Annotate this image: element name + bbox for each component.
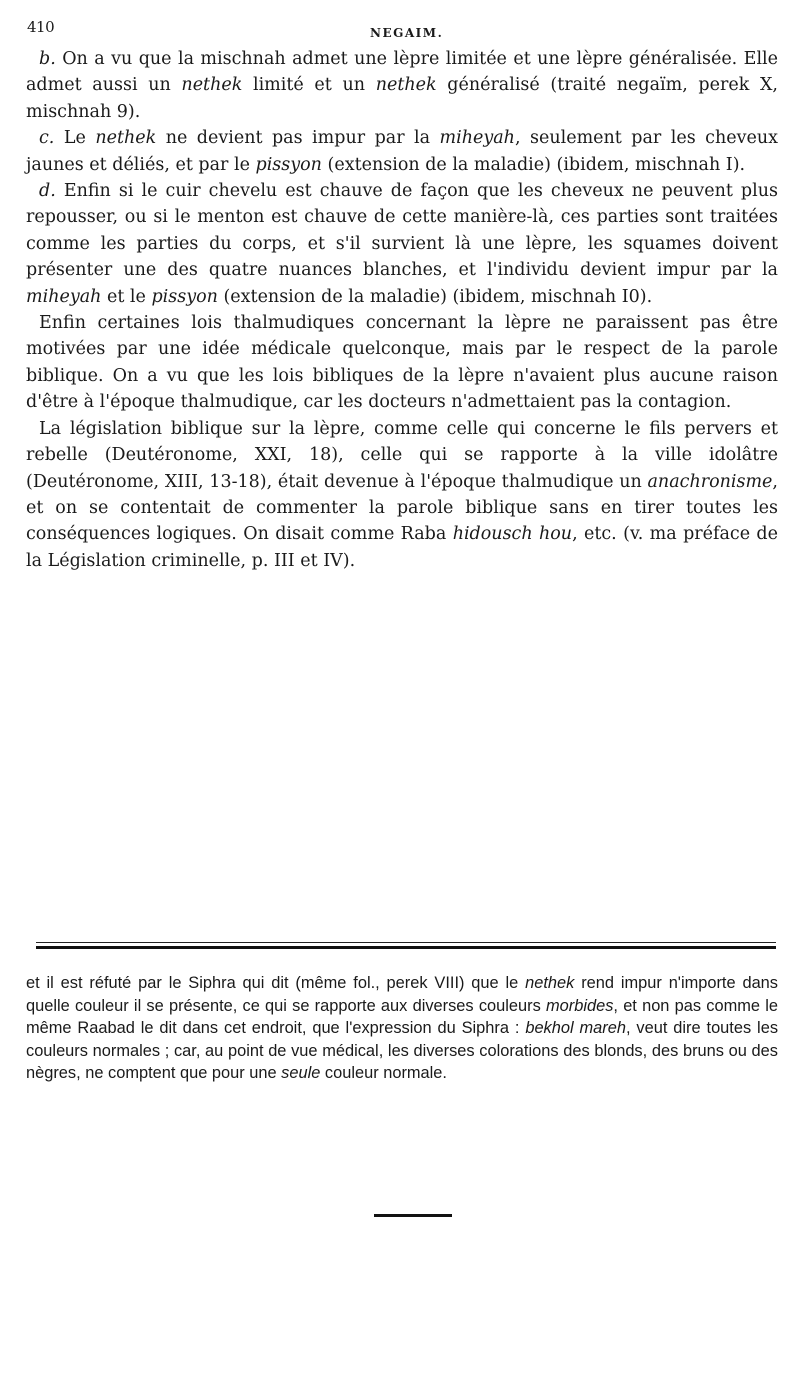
paragraph-p4: [26, 310, 778, 416]
text-run: Le: [54, 128, 96, 149]
text-run: (extension de la maladie) (ibidem, mischnah I).: [321, 154, 746, 175]
text-run: La législation biblique sur la lèpre, comme celle qui concerne le fils pervers et rebelle (Deutéronome, XXI, 18), celle qui se rapporte à la ville idolâtre (Deutéronome, XIII, 13-18), était devenue à l'époque thalmudique un: [26, 418, 778, 492]
paragraph-b: [26, 46, 778, 125]
italic-term: anachronisme: [647, 471, 773, 492]
footnote-text: [26, 972, 778, 1085]
italic-term: miheyah: [26, 286, 102, 307]
text-run: généralisé (traité negaïm, perek X, mischnah 9).: [26, 75, 778, 122]
text-run: , et on se contentait de commenter la parole biblique sans en tirer toutes les conséquences logiques. On disait comme Raba: [26, 471, 778, 545]
italic-term: nethek: [525, 974, 575, 992]
text-run: (extension de la maladie) (ibidem, mischnah I0).: [217, 286, 653, 307]
text-run: limité et un: [242, 75, 376, 96]
paragraph-p5: [26, 416, 778, 574]
italic-term: nethek: [95, 128, 157, 149]
italic-term: nethek: [375, 75, 437, 96]
footnote-rule-thick: [36, 946, 776, 949]
text-run: , et non pas comme le même Raabad le dit dans cet endroit, que l'expression du Siphra :: [26, 996, 778, 1038]
text-run: On a vu que la mischnah admet une lèpre limitée et une lèpre généralisée. Elle admet aussi un: [26, 49, 778, 96]
paragraph-d: [26, 178, 778, 310]
italic-term: morbides: [546, 996, 614, 1015]
text-run: Enfin si le cuir chevelu est chauve de façon que les cheveux ne peuvent plus repousser, ou si le menton est chauve de cette manière-là, ces parties sont traitées comme les parties du corps, et s'il survient là une lèpre, les squames doivent présenter une des quatre nuances blanches, et l'individu devient impur par la: [26, 181, 778, 281]
italic-term: d.: [39, 181, 56, 202]
main-text: [26, 46, 778, 574]
text-run: , veut dire toutes les couleurs normales ; car, au point de vue médical, les diverses colorations des blonds, des bruns ou des nègres, ne comptent que pour une: [26, 1019, 779, 1083]
paragraph-c: [26, 125, 778, 178]
text-run: couleur normale.: [320, 1064, 447, 1083]
text-run: , seulement par les cheveux jaunes et déliés, et par le: [26, 128, 778, 175]
italic-term: c.: [39, 128, 55, 149]
text-run: et le: [101, 286, 152, 307]
text-run: Enfin certaines lois thalmudiques concernant la lèpre ne paraissent pas être motivées par une idée médicale quelconque, mais par le respect de la parole biblique. On a vu que les lois bibliques de la lèpre n'avaient plus aucune raison d'être à l'époque thalmudique, car les docteurs n'admettaient pas la contagion.: [26, 313, 778, 413]
italic-term: pissyon: [151, 286, 218, 307]
text-run: rend impur n'importe dans quelle couleur il se présente, ce qui se rapporte aux diverses couleurs: [26, 974, 778, 1015]
italic-term: hidousch hou: [452, 524, 573, 545]
page-number: 410: [27, 18, 55, 36]
end-rule: [374, 1214, 452, 1217]
italic-term: seule: [281, 1064, 321, 1083]
italic-term: nethek: [181, 75, 243, 96]
footnote-rule: [36, 942, 776, 943]
text-run: ne devient pas impur par la: [156, 128, 440, 149]
italic-term: bekhol mareh: [525, 1019, 626, 1038]
running-head: NEGAIM.: [370, 26, 444, 40]
footnote-paragraph: [26, 972, 778, 1085]
italic-term: b.: [39, 49, 56, 69]
italic-term: pissyon: [255, 154, 322, 175]
text-run: et il est réfuté par le Siphra qui dit (même fol., perek VIII) que le: [26, 974, 526, 992]
italic-term: miheyah: [439, 128, 515, 149]
text-run: , etc. (v. ma préface de la Législation criminelle, p. III et IV).: [26, 524, 778, 571]
